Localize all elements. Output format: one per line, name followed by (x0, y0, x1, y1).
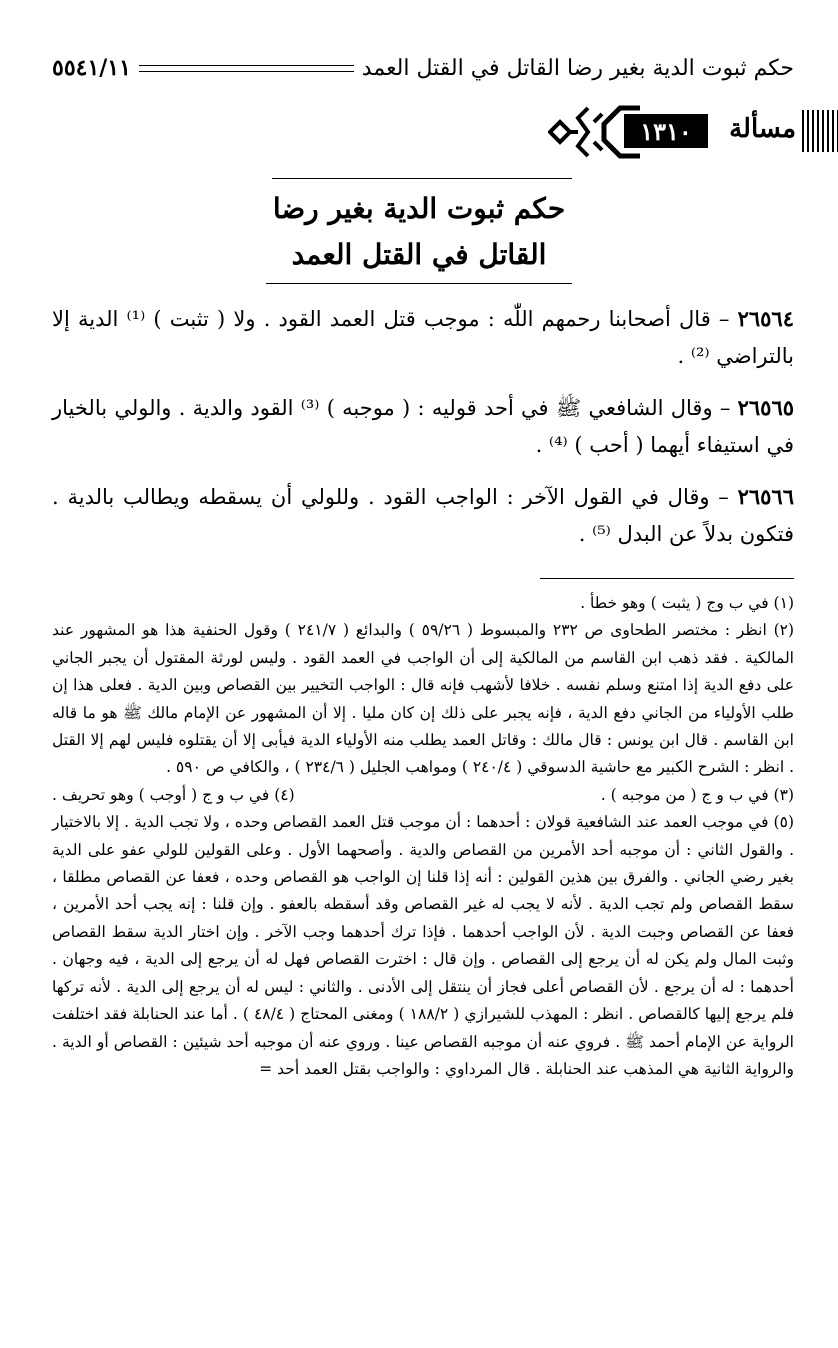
arabesque-ornament-icon (548, 104, 642, 160)
footnotes (52, 590, 794, 1083)
masala-label: مسألة (729, 114, 796, 144)
paragraph (52, 478, 794, 553)
title-top-rule (272, 178, 572, 179)
main-text (52, 300, 794, 567)
paragraph-text: – وقال في القول الآخر : الواجب القود . وللولي أن يسقطه ويطالب بالدية . فتكون بدلاً عن البدل ⁽⁵⁾ . (52, 485, 794, 546)
paragraph-text: – قال أصحابنا رحمهم اللّٰه : موجب قتل العمد القود . ولا ( تثبت ) ⁽¹⁾ الدية إلا بالتراضي ⁽²⁾ . (52, 307, 794, 368)
masala-title-line1: حكم ثبوت الدية بغير رضا (272, 192, 566, 225)
masala-title-line2: القاتل في القتل العمد (291, 238, 547, 271)
masala-banner (0, 104, 838, 160)
paragraph-text: – وقال الشافعي ﷺ في أحد قوليه : ( موجبه ) ⁽³⁾ القود والدية . والولي بالخيار في استيفاء أيهما ( أحب ) ⁽⁴⁾ . (52, 396, 794, 457)
footnote: (٥) في موجب العمد عند الشافعية قولان : أحدهما : أن موجب قتل العمد القصاص وحده ، ولا تجب الدية . إلا بالاختيار . والقول الثاني : أن موجبه أحد الأمرين من القصاص والدية . وأصحهما الأول . وعلى القولين للولي عفو على الدية بغير رضي الجاني . والفرق بين هذين القولين : أنه إذا قلنا إن الواجب هو القصاص وحده ، فعفا عن القصاص مطلقا ، سقط القصاص ولم تجب الدية . لأنه لا يجب له غير القصاص وقد أسقطه بالعفو . وإن قلنا : إنه يجب أحد الأمرين ، فعفا عن القصاص وجبت الدية . لأن الواجب أحدهما . فإذا ترك أحدهما وجب الآخر . وإن اختار الدية سقط القصاص وثبت المال ولم يكن له أن يرجع إلى القصاص . وإن قال : اخترت القصاص فهل له أن يرجع إلى الدية ، فيه وجهان . أحدهما : له أن يرجع . لأن القصاص أعلى فجاز أن ينتقل إلى الأدنى . والثاني : ليس له أن يرجع إلى الدية . لأنه تركها فلم يرجع إليها كالقصاص . انظر : المهذب للشيرازي ( ١٨٨/٢ ) ومغنى المحتاج ( ٤٨/٤ ) . أما عند الحنابلة فقد اختلفت الرواية عن الإمام أحمد ﷺ . فروي عنه أن موجبه القصاص عينا . وروي عنه أن موجبه أحد شيئين : القصاص أو الدية . والرواية الثانية هي المذهب عند الحنابلة . قال المرداوي : والواجب بقتل العمد أحد = (52, 813, 795, 1078)
running-header (52, 50, 794, 86)
paragraph-number: ٢٦٥٦٦ (737, 484, 794, 509)
footnote-row (52, 782, 794, 809)
title-bottom-rule (266, 283, 572, 284)
footnote: (٣) في ب و ج ( من موجبه ) . (600, 785, 794, 804)
header-double-rule (139, 65, 354, 72)
running-title: حكم ثبوت الدية بغير رضا القاتل في القتل العمد (361, 55, 794, 81)
footnote-separator (540, 578, 794, 579)
footnote: (٤) في ب و ج ( أوجب ) وهو تحريف . (52, 785, 295, 804)
footnote: (١) في ب وج ( يثبت ) وهو خطأ . (580, 594, 794, 612)
paragraph (52, 300, 794, 375)
footnote: (٢) انظر : مختصر الطحاوى ص ٢٣٢ والمبسوط ( ٥٩/٢٦ ) والبدائع ( ٢٤١/٧ ) وقول الحنفية هذا هو المشهور عند المالكية . فقد ذهب ابن القاسم من المالكية إلى أن الواجب في العمد القود . وليس لورثة المقتول أن يجبر الجاني على دفع الدية إذا امتنع وسلم نفسه . خلافا لأشهب فإنه قال : الواجب التخيير بين القصاص وبين الدية . فعلى هذا إن طلب الأولياء من الجاني دفع الدية ، فإنه يجبر على ذلك إن كان مليا . إلا أن المشهور عن الإمام مالك ﷺ هو ما قاله ابن القاسم . قال ابن يونس : قال مالك : وقاتل العمد يطلب منه الأولياء الدية فيأبى إلا أن يقتلوه فليس لهم إلا القتل . انظر : الشرح الكبير مع حاشية الدسوقي ( ٢٤٠/٤ ) ومواهب الجليل ( ٢٣٤/٦ ) ، والكافي ص ٥٩٠ . (52, 621, 795, 777)
paragraph-number: ٢٦٥٦٥ (737, 395, 795, 420)
paragraph (52, 389, 794, 464)
page-reference: ٥٥٤١/١١ (52, 55, 131, 81)
masala-number: ١٣١٠ (640, 116, 692, 146)
paragraph-number: ٢٦٥٦٤ (737, 306, 794, 331)
striped-bars-ornament (802, 110, 838, 152)
